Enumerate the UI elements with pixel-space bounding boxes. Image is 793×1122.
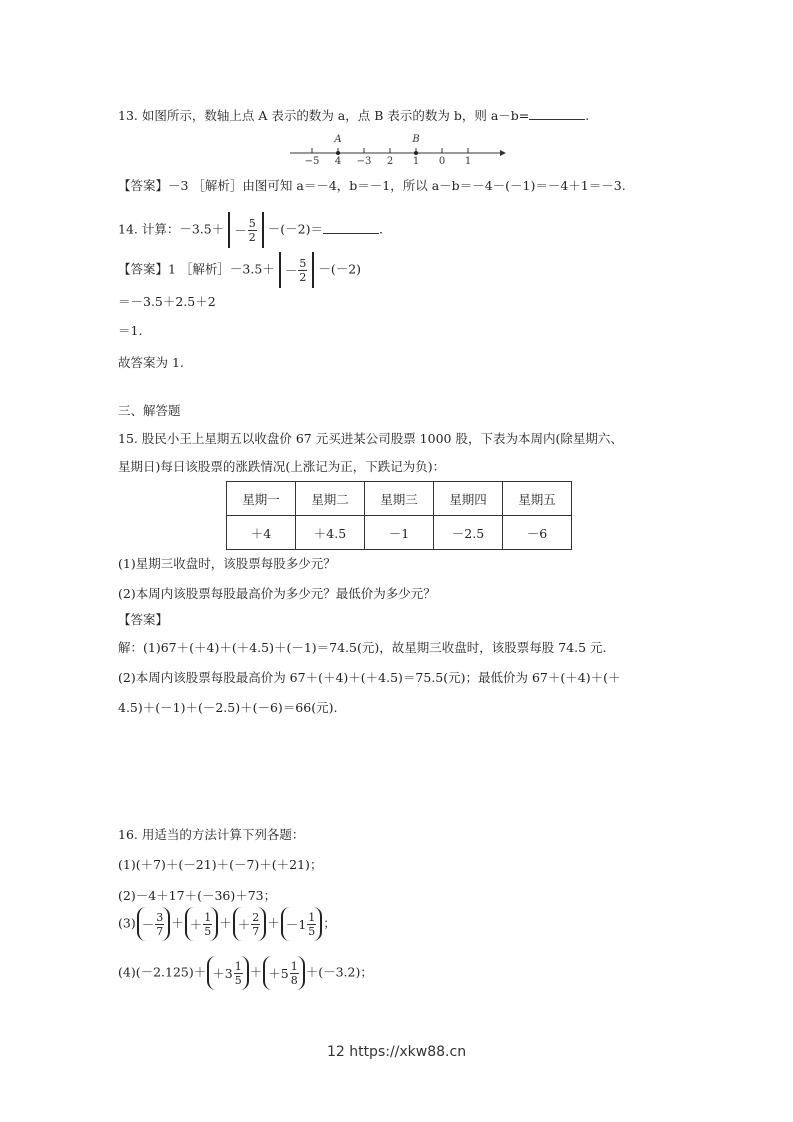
- tick-label: 1: [412, 156, 420, 166]
- table-cell: －6: [503, 516, 572, 550]
- question-16: 16. 用适当的方法计算下列各题：: [118, 827, 305, 842]
- answer-label: 【答案】: [118, 612, 169, 627]
- point-marker: [414, 151, 418, 155]
- table-header: 星期五: [503, 482, 572, 516]
- point-label: A: [334, 134, 342, 145]
- parenthesized-fraction: － $\frac{3}{7}$: [137, 907, 171, 941]
- step: 故答案为 1.: [118, 355, 184, 370]
- number-line: [285, 130, 510, 166]
- sub-question-4: (4)(－2.125)＋ ＋ 3 $\frac{1}{5}$ ＋ ＋ 5 $\frac{1}{8}$ ＋(－3.2)；: [118, 956, 373, 990]
- page-footer: 12 https://xkw88.cn: [326, 1044, 467, 1060]
- table-header: 星期四: [434, 482, 503, 516]
- table-cell: －1: [365, 516, 434, 550]
- table-header: 星期二: [296, 482, 365, 516]
- parenthesized-fraction: ＋ 5 $\frac{1}{8}$: [263, 956, 304, 990]
- table-header: 星期三: [365, 482, 434, 516]
- table-cell: ＋4.5: [296, 516, 365, 550]
- tick-label: −5: [304, 156, 320, 166]
- question-15-cont: 星期日)每日该股票的涨跌情况(上涨记为正，下跌记为负)：: [118, 459, 446, 474]
- section-heading: 三、解答题: [118, 403, 181, 418]
- answer-14: 【答案】1 ［解析］－3.5＋ － $\frac{5}{2}$ －(－2): [118, 252, 361, 288]
- arrow-icon: [500, 150, 506, 156]
- question-13: 13. 如图所示，数轴上点 A 表示的数为 a，点 B 表示的数为 b，则 a－b= .: [118, 108, 590, 123]
- sub-question: (2)－4＋17＋(－36)＋73；: [118, 888, 277, 903]
- answer-13: 【答案】－3 ［解析］由图可知 a＝－4，b＝－1，所以 a－b＝－4－(－1)＝－4＋1＝－3.: [118, 178, 626, 193]
- parenthesized-fraction: ＋ $\frac{1}{5}$: [185, 907, 219, 941]
- sub-question: (1)星期三收盘时，该股票每股多少元？: [118, 556, 336, 571]
- tick-label: 0: [438, 156, 446, 166]
- price-change-table: [226, 481, 572, 550]
- tick-label: 1: [464, 156, 472, 166]
- question-15: 15. 股民小王上星期五以收盘价 67 元买进某公司股票 1000 股，下表为本周内(除星期六、: [118, 431, 623, 446]
- question-14: 14. 计算：－3.5＋ － $\frac{5}{2}$ －(－2)＝ .: [118, 212, 383, 248]
- step: ＝1.: [118, 323, 143, 338]
- tick-label: 4: [334, 156, 342, 166]
- solution-line: 解：(1)67＋(＋4)＋(＋4.5)＋(－1)＝74.5(元)，故星期三收盘时，该股票每股 74.5 元.: [118, 640, 607, 655]
- sub-question-3: (3) － $\frac{3}{7}$ ＋ ＋ $\frac{1}{5}$ ＋ ＋ $\frac{2}{7}$ ＋ － 1 $\frac{1}{5}$ ；: [118, 907, 336, 941]
- parenthesized-fraction: － 1 $\frac{1}{5}$: [281, 907, 322, 941]
- table-header: 星期一: [227, 482, 296, 516]
- tick-label: −3: [356, 156, 372, 166]
- step: ＝－3.5＋2.5＋2: [118, 294, 216, 309]
- solution-line: (2)本周内该股票每股最高价为 67＋(＋4)＋(＋4.5)＝75.5(元)；最低价为 67＋(＋4)＋(＋: [118, 670, 621, 685]
- point-label: B: [412, 134, 420, 145]
- point-marker: [336, 151, 340, 155]
- tick-label: 2: [386, 156, 394, 166]
- table-cell: －2.5: [434, 516, 503, 550]
- answer-blank: [529, 109, 585, 120]
- sub-question: (1)(＋7)＋(－21)＋(－7)＋(＋21)；: [118, 857, 323, 872]
- sub-question: (2)本周内该股票每股最高价为多少元？最低价为多少元？: [118, 586, 436, 601]
- solution-line: 4.5)＋(－1)＋(－2.5)＋(－6)＝66(元).: [118, 700, 338, 715]
- table-cell: ＋4: [227, 516, 296, 550]
- parenthesized-fraction: ＋ $\frac{2}{7}$: [233, 907, 267, 941]
- absolute-value: － $\frac{5}{2}$: [228, 212, 264, 248]
- parenthesized-fraction: ＋ 3 $\frac{1}{5}$: [207, 956, 248, 990]
